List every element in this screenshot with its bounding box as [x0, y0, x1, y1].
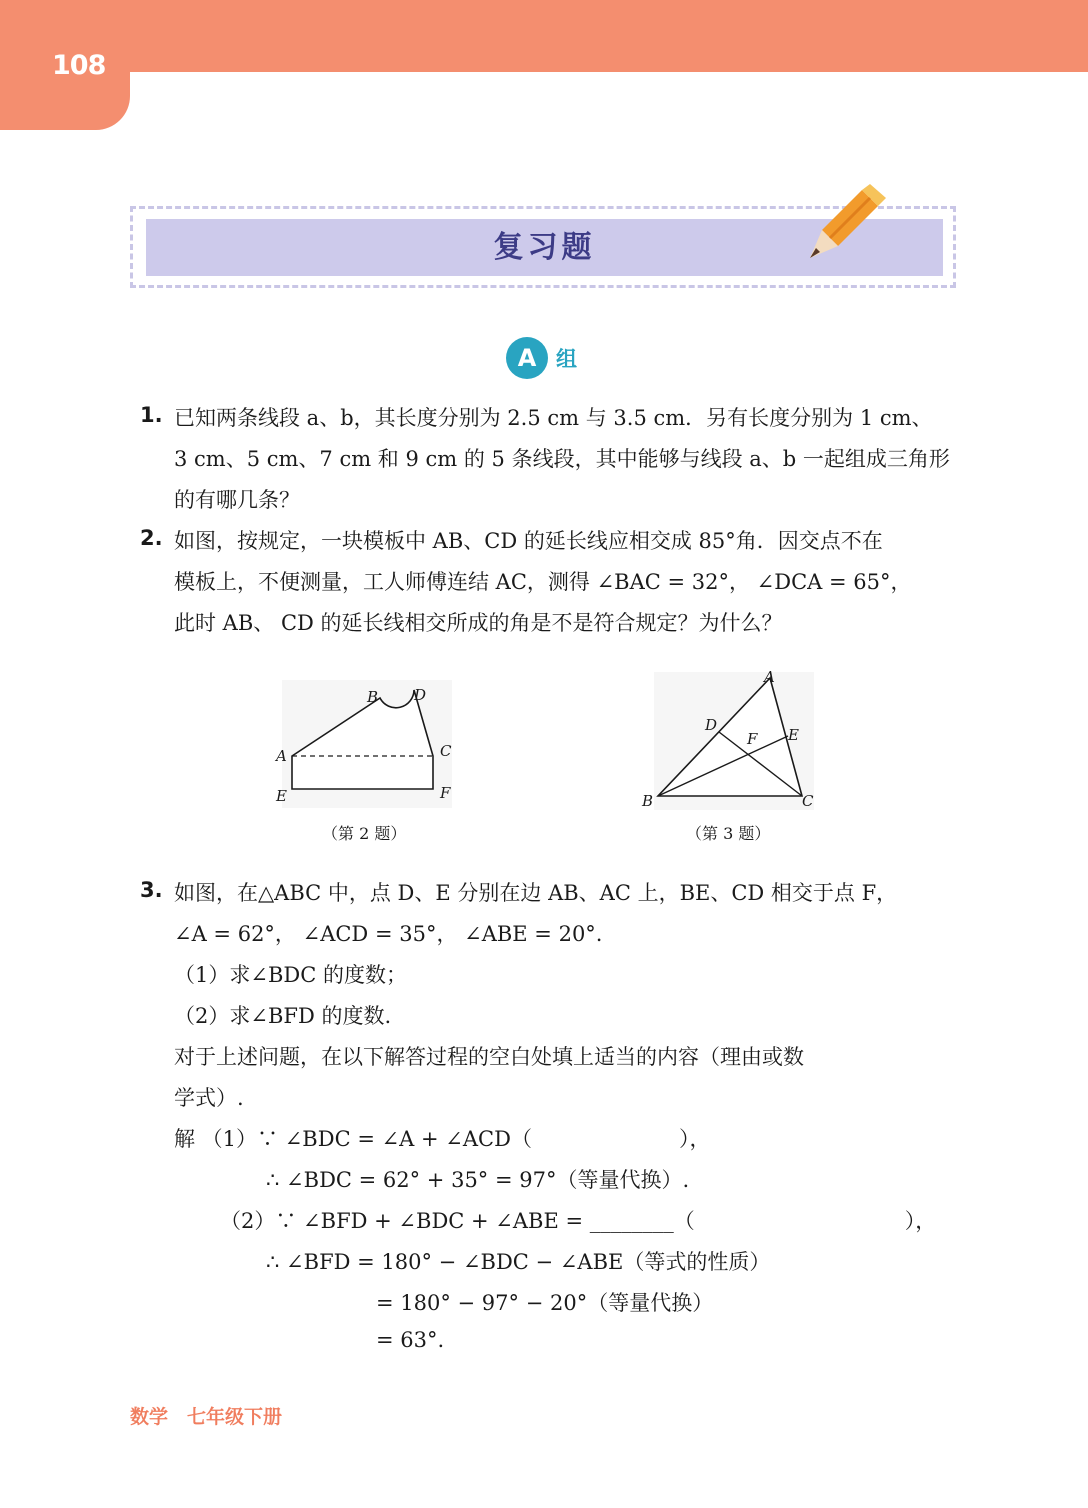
label-a: A	[764, 668, 775, 686]
header-band	[0, 0, 1088, 72]
pencil-icon	[800, 182, 890, 262]
section-title: 复习题	[493, 230, 596, 265]
footer-book-title: 数学 七年级下册	[130, 1406, 283, 1428]
question-1-line: 已知两条线段 a、b，其长度分别为 2.5 cm 与 3.5 cm．另有长度分别为 1 cm、	[174, 406, 933, 430]
question-3-line: ∠A = 62°， ∠ACD = 35°， ∠ABE = 20°.	[174, 922, 603, 946]
question-3-line: 如图，在△ABC 中，点 D、E 分别在边 AB、AC 上，BE、CD 相交于点 F，	[174, 881, 898, 905]
question-2-line: 此时 AB、 CD 的延长线相交所成的角是不是符合规定？为什么？	[174, 611, 783, 635]
question-3-line: 学式）.	[174, 1086, 244, 1110]
question-1-line: 3 cm、5 cm、7 cm 和 9 cm 的 5 条线段，其中能够与线段 a、b 一起组成三角形	[174, 447, 950, 471]
group-label: 组	[556, 347, 577, 371]
figure-2-template-diagram	[260, 676, 460, 810]
solution-line: = 63°.	[376, 1328, 445, 1352]
question-2-line: 如图，按规定，一块模板中 AB、CD 的延长线应相交成 85°角．因交点不在	[174, 529, 883, 553]
question-1-line: 的有哪几条？	[174, 488, 300, 512]
label-b: B	[642, 792, 654, 810]
label-c: C	[802, 792, 814, 810]
label-f: F	[440, 784, 451, 802]
label-d: D	[705, 716, 718, 734]
solution-line: = 180° − 97° − 20°（等量代换）	[376, 1291, 714, 1315]
label-a: A	[276, 747, 287, 765]
solution-line: ∴ ∠BDC = 62° + 35° = 97°（等量代换）.	[266, 1168, 690, 1192]
question-1-number: 1.	[140, 403, 163, 427]
label-b: B	[367, 688, 379, 706]
label-c: C	[440, 742, 452, 760]
question-2-number: 2.	[140, 526, 163, 550]
label-e: E	[788, 726, 799, 744]
figure-3-triangle-diagram	[636, 664, 826, 812]
figure-3-caption: （第 3 题）	[686, 824, 771, 843]
label-f: F	[747, 730, 758, 748]
question-3-number: 3.	[140, 878, 163, 902]
figure-2-caption: （第 2 题）	[322, 824, 407, 843]
question-3-subquestion: （1）求∠BDC 的度数；	[174, 963, 407, 987]
solution-line: ∴ ∠BFD = 180° − ∠BDC − ∠ABE（等式的性质）	[266, 1250, 771, 1274]
question-3-subquestion: （2）求∠BFD 的度数.	[174, 1004, 392, 1028]
question-3-line: 对于上述问题，在以下解答过程的空白处填上适当的内容（理由或数	[174, 1045, 804, 1069]
page-number: 108	[52, 50, 106, 81]
label-e: E	[276, 787, 287, 805]
solution-line: 解 （1）∵ ∠BDC = ∠A + ∠ACD（ ），	[174, 1127, 711, 1151]
solution-line: （2）∵ ∠BFD + ∠BDC + ∠ABE = ________（ ），	[220, 1209, 937, 1233]
question-2-line: 模板上，不便测量，工人师傅连结 AC，测得 ∠BAC = 32°， ∠DCA = 65°，	[174, 570, 912, 594]
label-d: D	[414, 686, 427, 704]
group-badge: A	[506, 337, 548, 379]
